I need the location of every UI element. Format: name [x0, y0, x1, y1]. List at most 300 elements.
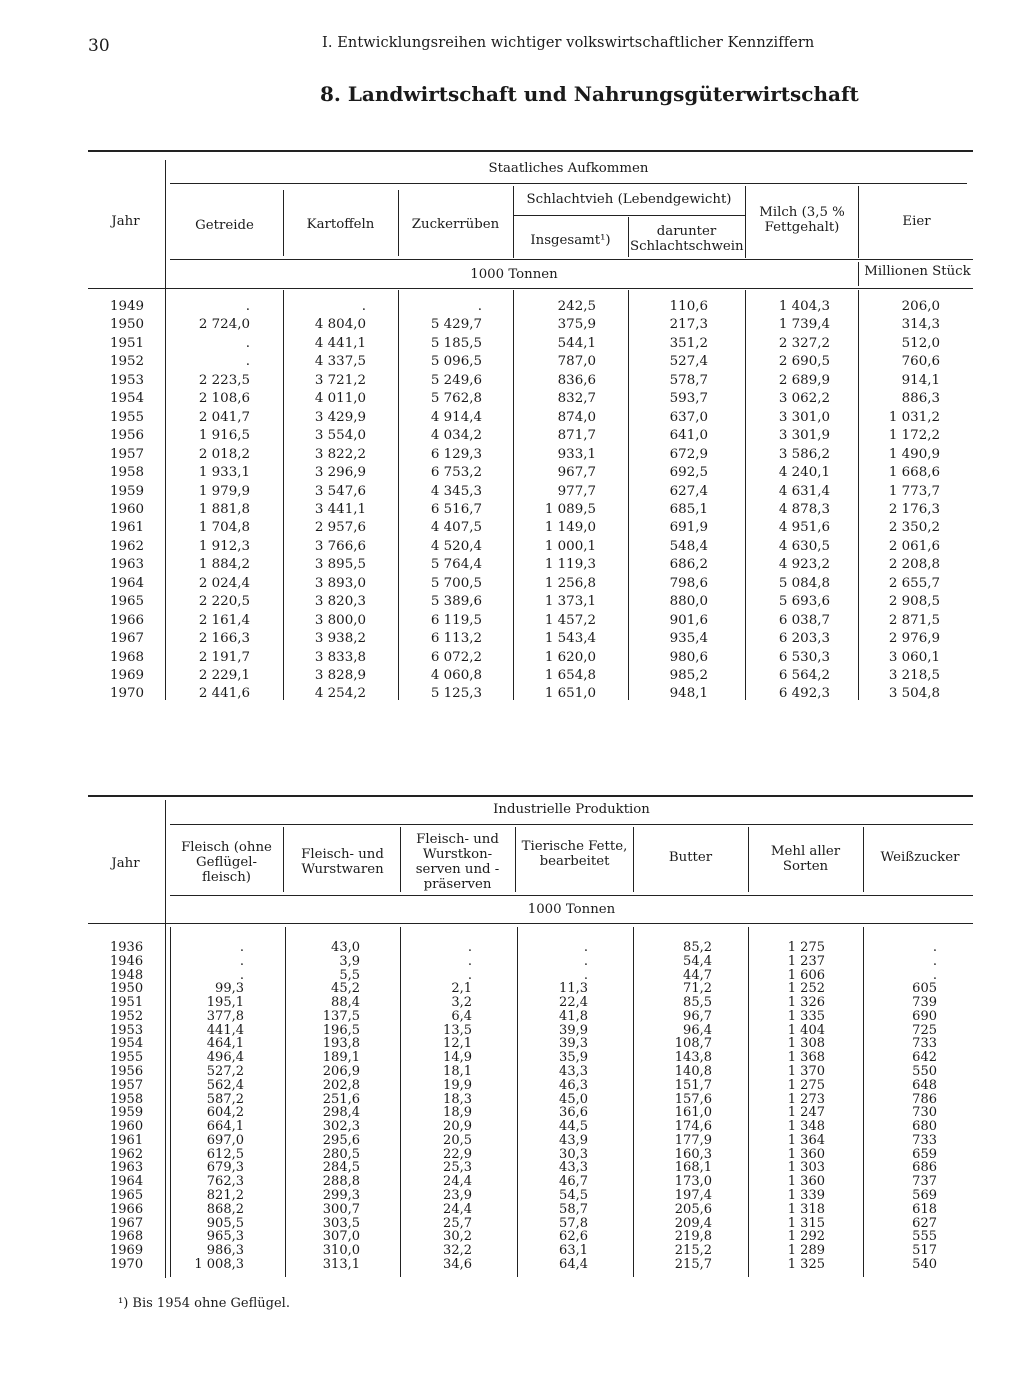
table1-cell: 871,7	[557, 428, 596, 444]
table1-row-year: 1968	[110, 649, 145, 665]
table2-cell: 310,0	[322, 1243, 360, 1259]
table2-year-header: Jahr	[111, 856, 140, 871]
table2-cell: 22,9	[443, 1146, 472, 1162]
table1-cell: 4 407,5	[430, 520, 482, 536]
table1-cell: 641,0	[669, 428, 708, 444]
table1-cell: 217,3	[669, 317, 708, 333]
table2-cell: 44,7	[683, 967, 712, 983]
table2-cell: 137,5	[322, 1008, 360, 1024]
table2-cell: 151,7	[674, 1077, 712, 1093]
table2-cell: .	[932, 953, 937, 969]
table1-cell: 672,9	[669, 446, 708, 462]
table1-cell: 4 240,1	[778, 465, 830, 481]
table1-row-year: 1958	[110, 465, 145, 481]
table1-cell: 4 914,4	[430, 409, 482, 425]
table1-row-year: 1966	[110, 612, 145, 628]
table2-header-rule	[170, 895, 973, 896]
table2-cell: 648	[912, 1077, 937, 1093]
table2-cell: 196,5	[322, 1022, 360, 1038]
table1-cell: 2 976,9	[888, 631, 940, 647]
table2-cell: 108,7	[674, 1036, 712, 1052]
table2-cell: 1 335	[787, 1008, 825, 1024]
table1-cell: 1 031,2	[888, 409, 940, 425]
table2-cell: 43,3	[559, 1160, 588, 1176]
table2-cell: .	[583, 953, 588, 969]
table2-cell: 1 325	[787, 1256, 825, 1272]
table2-row-year: 1964	[110, 1174, 144, 1190]
table1-cell: 1 404,3	[778, 299, 830, 314]
table2-cell: 868,2	[206, 1201, 244, 1217]
table2-cell: 540	[912, 1256, 937, 1272]
table2-cell: 3,2	[451, 995, 472, 1011]
table2-cell: 1 606	[787, 967, 825, 983]
table2-cell: 197,4	[674, 1188, 712, 1204]
table1-cell: 2 689,9	[778, 372, 830, 388]
table2-cell: 85,2	[683, 940, 712, 955]
table1-cell: 2 871,5	[888, 612, 940, 628]
table1-cell: 593,7	[669, 391, 708, 407]
table2-cell: 206,9	[322, 1064, 360, 1080]
table1-cell: 4 034,2	[430, 428, 482, 444]
table2-cell: 604,2	[206, 1105, 244, 1121]
table1-cell: 1 149,0	[544, 520, 596, 536]
table2-cell: 690	[912, 1008, 937, 1024]
table2-cell: 64,4	[559, 1256, 588, 1272]
col-milch-header: Milch (3,5 % Fettgehalt)	[759, 205, 845, 235]
table1-cell: 5 096,5	[430, 354, 482, 370]
table2-cell: 54,4	[683, 953, 712, 969]
table2-cell: 71,2	[683, 981, 712, 997]
table1-row-year: 1970	[110, 686, 145, 702]
table2-cell: 313,1	[322, 1256, 360, 1272]
table2-cell: 627	[912, 1215, 937, 1231]
table2-cell: 88,4	[331, 995, 360, 1011]
table1-cell: 2 191,7	[198, 649, 250, 665]
table2-cell: 160,3	[674, 1146, 712, 1162]
col-insgesamt-header: Insgesamt¹)	[530, 233, 611, 248]
table2-row-year: 1954	[110, 1036, 144, 1052]
table2-cell: 1 273	[787, 1091, 825, 1107]
table2-cell: 251,6	[322, 1091, 360, 1107]
table1-row-year: 1959	[110, 483, 145, 499]
table2-row-year: 1953	[110, 1022, 144, 1038]
table2-cell: 762,3	[206, 1174, 244, 1190]
table2-cell: 96,4	[683, 1022, 712, 1038]
table1-row-year: 1952	[110, 354, 145, 370]
section-title: 8. Landwirtschaft und Nahrungsgüterwirtschaft	[320, 82, 859, 106]
table1-cell: 4 520,4	[430, 538, 482, 554]
table1-row-year: 1951	[110, 335, 145, 351]
table1-cell: 4 804,0	[314, 317, 366, 333]
table1-cell: 5 125,3	[430, 686, 482, 702]
table1-cell: 967,7	[557, 465, 596, 481]
table2-top-rule	[88, 795, 973, 797]
table2-cell: 1 348	[787, 1119, 825, 1135]
table1-cell: 3 893,0	[314, 575, 366, 591]
table2-cell: 686	[912, 1160, 937, 1176]
table1-cell: 6 753,2	[430, 465, 482, 481]
table2-row-year: 1955	[110, 1050, 144, 1066]
table1-cell: 5 249,6	[430, 372, 482, 388]
table1-cell: 2 024,4	[198, 575, 250, 591]
table2-cell: 725	[912, 1022, 937, 1038]
table2-cell: 377,8	[206, 1008, 244, 1024]
table1-cell: 548,4	[669, 538, 708, 554]
table1-unit-main: 1000 Tonnen	[470, 267, 558, 282]
table1-cell: 627,4	[669, 483, 708, 499]
page-number: 30	[88, 36, 110, 56]
table1-row-year: 1967	[110, 631, 145, 647]
table1-row-year: 1961	[110, 520, 145, 536]
table2-cell: 45,2	[331, 981, 360, 997]
table1-cell: 2 108,6	[198, 391, 250, 407]
table1-cell: 1 172,2	[888, 428, 940, 444]
table1-cell: 886,3	[901, 391, 940, 407]
table2-cell: 550	[912, 1064, 937, 1080]
table1-row-year: 1950	[110, 317, 145, 333]
table1-cell: 5 693,6	[778, 594, 830, 610]
table2-cell: 295,6	[322, 1132, 360, 1148]
table1-cell: 1 704,8	[198, 520, 250, 536]
table1-cell: 798,6	[669, 575, 708, 591]
col-eier-header: Eier	[902, 214, 931, 229]
table1-cell: 1 490,9	[888, 446, 940, 462]
table2-cell: 215,7	[674, 1256, 712, 1272]
col-konserven-header: Fleisch- und Wurstkon-serven und -präserven	[415, 832, 500, 892]
table2-row-year: 1956	[110, 1064, 144, 1080]
table1-cell: 6 516,7	[430, 501, 482, 517]
table1-cell: 1 739,4	[778, 317, 830, 333]
table2-cell: 280,5	[322, 1146, 360, 1162]
table2-cell: 143,8	[674, 1050, 712, 1066]
table1-cell: 4 951,6	[778, 520, 830, 536]
table2-cell: 96,7	[683, 1008, 712, 1024]
table2-cell: 157,6	[674, 1091, 712, 1107]
table1-cell: 2 208,8	[888, 557, 940, 573]
table1-cell: 1 773,7	[888, 483, 940, 499]
table1-cell: 512,0	[901, 335, 940, 351]
table2-cell: 302,3	[322, 1119, 360, 1135]
table1-cell: 685,1	[669, 501, 708, 517]
table1-cell: 2 441,6	[198, 686, 250, 702]
table1-cell: 832,7	[557, 391, 596, 407]
table2-cell: 1 308	[787, 1036, 825, 1052]
table2-row-year: 1957	[110, 1077, 144, 1093]
table1-cell: 1 916,5	[198, 428, 250, 444]
table1-row-year: 1953	[110, 372, 145, 388]
table1-cell: 1 651,0	[544, 686, 596, 702]
table1-row-year: 1956	[110, 428, 145, 444]
table1-cell: 1 881,8	[198, 501, 250, 517]
table2-cell: 22,4	[559, 995, 588, 1011]
table1-cell: .	[245, 335, 250, 351]
table2-cell: 43,0	[331, 940, 360, 955]
table1-cell: 4 337,5	[314, 354, 366, 370]
table1-vline	[398, 190, 399, 256]
table2-cell: 54,5	[559, 1188, 588, 1204]
table2-cell: 99,3	[215, 981, 244, 997]
table2-cell: .	[239, 953, 244, 969]
table1-vline	[513, 186, 514, 258]
table2-cell: 189,1	[322, 1050, 360, 1066]
table2-cell: 1 339	[787, 1188, 825, 1204]
table2-cell: 1 008,3	[194, 1256, 244, 1272]
table2-row-year: 1966	[110, 1201, 144, 1217]
table2-cell: 12,1	[443, 1036, 472, 1052]
table1-cell: 3 301,9	[778, 428, 830, 444]
table2-cell: 659	[912, 1146, 937, 1162]
table1-cell: 985,2	[669, 668, 708, 683]
table2-cell: 177,9	[674, 1132, 712, 1148]
table1-cell: 2 161,4	[198, 612, 250, 628]
table2-row-year: 1951	[110, 995, 144, 1011]
table1-cell: 5 084,8	[778, 575, 830, 591]
table2-row-year: 1970	[110, 1256, 144, 1272]
table2-cell: 32,2	[443, 1243, 472, 1259]
table2-cell: 161,0	[674, 1105, 712, 1121]
running-head: I. Entwicklungsreihen wichtiger volkswirtschaftlicher Kennziffern	[322, 35, 815, 51]
table2-row-year: 1950	[110, 981, 144, 997]
table2-group-header: Industrielle Produktion	[493, 802, 650, 817]
table2-cell: 46,7	[559, 1174, 588, 1190]
table1-cell: 5 429,7	[430, 317, 482, 333]
table2-cell: 18,1	[443, 1064, 472, 1080]
table2-row-year: 1946	[110, 953, 144, 969]
table1-cell: 1 912,3	[198, 538, 250, 554]
table2-cell: 300,7	[322, 1201, 360, 1217]
table2-cell: 1 275	[787, 940, 825, 955]
table2-cell: 562,4	[206, 1077, 244, 1093]
table1-cell: 6 113,2	[430, 631, 482, 647]
table1-cell: 4 878,3	[778, 501, 830, 517]
table1-cell: 5 764,4	[430, 557, 482, 573]
table2-cell: 46,3	[559, 1077, 588, 1093]
table1-cell: 5 185,5	[430, 335, 482, 351]
table1-cell: 2 041,7	[198, 409, 250, 425]
table2-cell: 44,5	[559, 1119, 588, 1135]
table2-vline	[515, 827, 516, 892]
table2-row-year: 1948	[110, 967, 144, 983]
table1-cell: 3 547,6	[314, 483, 366, 499]
table1-cell: 2 908,5	[888, 594, 940, 610]
table1-cell: .	[245, 354, 250, 370]
table1-cell: 3 504,8	[888, 686, 940, 702]
table2-cell: .	[467, 967, 472, 983]
table2-cell: 664,1	[206, 1119, 244, 1135]
table2-cell: 1 303	[787, 1160, 825, 1176]
table2-cell: 527,2	[206, 1064, 244, 1080]
table2-cell: 19,9	[443, 1077, 472, 1093]
table1-cell: 4 060,8	[430, 668, 482, 683]
table2-vline	[283, 827, 284, 892]
table1-row-year: 1954	[110, 391, 145, 407]
col-butter-header: Butter	[668, 850, 713, 865]
col-zucker-header: Weißzucker	[880, 850, 960, 865]
table2-cell: 905,5	[206, 1215, 244, 1231]
table2-cell: 2,1	[451, 981, 472, 997]
table2-cell: 11,3	[559, 981, 588, 997]
table2-cell: .	[239, 940, 244, 955]
table2-cell: 517	[912, 1243, 937, 1259]
table2-cell: 24,4	[443, 1174, 472, 1190]
table1-cell: 4 923,2	[778, 557, 830, 573]
table1-cell: 1 979,9	[198, 483, 250, 499]
table1-cell: 2 724,0	[198, 317, 250, 333]
table1-cell: 1 373,1	[544, 594, 596, 610]
table1-cell: 4 631,4	[778, 483, 830, 499]
table2-cell: 1 292	[787, 1229, 825, 1245]
table1-cell: 4 441,1	[314, 335, 366, 351]
table2-row-year: 1952	[110, 1008, 144, 1024]
table2-row-year: 1969	[110, 1243, 144, 1259]
table2-cell: 30,2	[443, 1229, 472, 1245]
col-getreide-header: Getreide	[195, 218, 254, 233]
table2-cell: 1 360	[787, 1174, 825, 1190]
table1-row-year: 1955	[110, 409, 145, 425]
table1-cell: 2 229,1	[198, 668, 250, 683]
table2-cell: 1 370	[787, 1064, 825, 1080]
table1-cell: 1 089,5	[544, 501, 596, 517]
table1-cell: 3 062,2	[778, 391, 830, 407]
table1-cell: 2 061,6	[888, 538, 940, 554]
table1-cell: 2 018,2	[198, 446, 250, 462]
table2-row-year: 1962	[110, 1146, 144, 1162]
table2-row-year: 1958	[110, 1091, 144, 1107]
table2-cell: 605	[912, 981, 937, 997]
table2-vline	[400, 827, 401, 892]
table1-cell: 4 011,0	[314, 391, 366, 407]
table2-cell: 288,8	[322, 1174, 360, 1190]
table1-cell: 6 564,2	[778, 668, 830, 683]
table1-cell: 6 530,3	[778, 649, 830, 665]
table2-cell: 202,8	[322, 1077, 360, 1093]
table1-cell: 3 586,2	[778, 446, 830, 462]
table2-cell: 1 364	[787, 1132, 825, 1148]
table2-cell: 1 275	[787, 1077, 825, 1093]
table1-cell: 351,2	[669, 335, 708, 351]
col-schlachtvieh-header: Schlachtvieh (Lebendgewicht)	[526, 192, 732, 207]
table2-cell: 739	[912, 995, 937, 1011]
table2-row-year: 1967	[110, 1215, 144, 1231]
table2-cell: 62,6	[559, 1229, 588, 1245]
table1-cell: 3 938,2	[314, 631, 366, 647]
table2-cell: 58,7	[559, 1201, 588, 1217]
table1-cell: 314,3	[901, 317, 940, 333]
table1-cell: 3 429,9	[314, 409, 366, 425]
table2-cell: 1 326	[787, 995, 825, 1011]
table2-cell: 34,6	[443, 1256, 472, 1272]
table2-cell: 680	[912, 1119, 937, 1135]
table2-cell: 43,9	[559, 1132, 588, 1148]
table1-cell: 1 668,6	[888, 465, 940, 481]
table2-cell: 43,3	[559, 1064, 588, 1080]
table1-cell: 880,0	[669, 594, 708, 610]
table2-cell: 140,8	[674, 1064, 712, 1080]
table1-cell: 2 327,2	[778, 335, 830, 351]
table1-cell: 2 655,7	[888, 575, 940, 591]
table1-cell: .	[361, 299, 366, 314]
table1-cell: 760,6	[901, 354, 940, 370]
table1-cell: 375,9	[557, 317, 596, 333]
table2-cell: .	[583, 940, 588, 955]
table2-cell: 737	[912, 1174, 937, 1190]
table1-cell: 3 060,1	[888, 649, 940, 665]
table2-cell: 733	[912, 1132, 937, 1148]
table2-cell: 284,5	[322, 1160, 360, 1176]
table2-cell: 193,8	[322, 1036, 360, 1052]
table2-cell: 679,3	[206, 1160, 244, 1176]
table2-unit: 1000 Tonnen	[527, 902, 616, 917]
col-mehl-header: Mehl aller Sorten	[770, 844, 841, 874]
table2-row-year: 1968	[110, 1229, 144, 1245]
table1-vline	[745, 186, 746, 258]
table1-cell: 3 721,2	[314, 372, 366, 388]
table2-cell: 209,4	[674, 1215, 712, 1231]
table1-group-header: Staatliches Aufkommen	[488, 161, 649, 176]
col-wurst-header: Fleisch- und Wurstwaren	[301, 847, 384, 877]
table2-row-year: 1965	[110, 1188, 144, 1204]
table1-cell: 2 690,5	[778, 354, 830, 370]
table2-cell: 174,6	[674, 1119, 712, 1135]
table1-cell: 578,7	[669, 372, 708, 388]
table1-cell: 3 766,6	[314, 538, 366, 554]
table1-vline	[283, 190, 284, 256]
table2-row-year: 1959	[110, 1105, 144, 1121]
table2-cell: 1 368	[787, 1050, 825, 1066]
table2-cell: 569	[912, 1188, 937, 1204]
table1-row-year: 1957	[110, 446, 145, 462]
table1-cell: 206,0	[901, 299, 940, 314]
table2-cell: 1 318	[787, 1201, 825, 1217]
table2-vline	[633, 827, 634, 892]
table2-group-rule	[170, 824, 973, 825]
table1-cell: 935,4	[669, 631, 708, 647]
table1-cell: 948,1	[669, 686, 708, 702]
table2-cell: 618	[912, 1201, 937, 1217]
table1-cell: 6 072,2	[430, 649, 482, 665]
table1-cell: 3 833,8	[314, 649, 366, 665]
table1-cell: 836,6	[557, 372, 596, 388]
table1-vline	[858, 186, 859, 258]
table2-cell: 1 289	[787, 1243, 825, 1259]
table1-row-year: 1960	[110, 501, 145, 517]
col-fette-header: Tierische Fette, bearbeitet	[521, 839, 628, 869]
table2-row-year: 1961	[110, 1132, 144, 1148]
table2-cell: 195,1	[206, 995, 244, 1011]
table2-cell: 730	[912, 1105, 937, 1121]
table2-cell: 733	[912, 1036, 937, 1052]
table1-row-year: 1949	[110, 299, 145, 314]
table2-cell: 1 360	[787, 1146, 825, 1162]
table1-group-rule	[170, 183, 967, 184]
table1-cell: 3 441,1	[314, 501, 366, 517]
table1-cell: 4 630,5	[778, 538, 830, 554]
table1-cell: 3 828,9	[314, 668, 366, 683]
table2-cell: 1 252	[787, 981, 825, 997]
table1-cell: 6 492,3	[778, 686, 830, 702]
table2-cell: 57,8	[559, 1215, 588, 1231]
table1-row-year: 1963	[110, 557, 145, 573]
table1-cell: 686,2	[669, 557, 708, 573]
table1-cell: 1 884,2	[198, 557, 250, 573]
table1-header-rule	[170, 259, 973, 260]
table2-cell: 39,3	[559, 1036, 588, 1052]
table1-cell: 3 895,5	[314, 557, 366, 573]
table1-cell: 691,9	[669, 520, 708, 536]
table1-unit-eier: Millionen Stück	[864, 264, 971, 279]
table1-cell: 787,0	[557, 354, 596, 370]
table2-vline	[863, 827, 864, 892]
